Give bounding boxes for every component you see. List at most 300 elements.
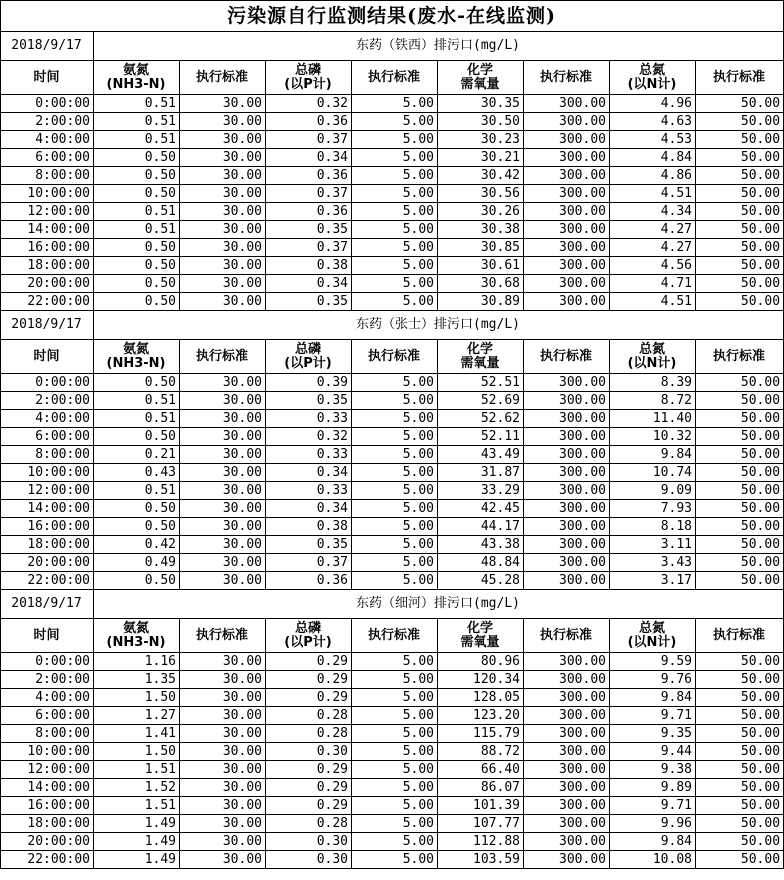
cell-phosphorus-standard: 5.00	[352, 743, 438, 761]
column-header-line: 总氮	[638, 341, 665, 357]
cell-total-phosphorus: 0.28	[266, 815, 352, 833]
cell-total-nitrogen: 4.27	[610, 221, 696, 239]
column-header-line: 执行标准	[539, 627, 592, 643]
cell-time: 12:00:00	[1, 482, 94, 500]
table-row	[1, 113, 784, 131]
cell-cod: 80.96	[438, 653, 524, 671]
cell-total-phosphorus: 0.29	[266, 779, 352, 797]
cell-total-nitrogen: 9.84	[610, 446, 696, 464]
cell-total-nitrogen: 11.40	[610, 410, 696, 428]
cell-ammonia-nitrogen: 0.50	[94, 428, 180, 446]
cell-ammonia-standard: 30.00	[180, 653, 266, 671]
cell-ammonia-standard: 30.00	[180, 167, 266, 185]
cell-time: 18:00:00	[1, 536, 94, 554]
cell-ammonia-standard: 30.00	[180, 95, 266, 113]
column-header-line: (以N计)	[627, 355, 677, 371]
cell-cod-standard: 300.00	[524, 653, 610, 671]
table-row	[1, 653, 784, 671]
column-header-phosphorus-standard	[352, 619, 438, 653]
cell-time: 20:00:00	[1, 275, 94, 293]
cell-cod: 43.49	[438, 446, 524, 464]
cell-total-phosphorus: 0.29	[266, 671, 352, 689]
cell-cod-standard: 300.00	[524, 221, 610, 239]
cell-ammonia-standard: 30.00	[180, 374, 266, 392]
cell-phosphorus-standard: 5.00	[352, 518, 438, 536]
cell-phosphorus-standard: 5.00	[352, 131, 438, 149]
cell-ammonia-nitrogen: 0.51	[94, 95, 180, 113]
cell-ammonia-standard: 30.00	[180, 482, 266, 500]
cell-cod-standard: 300.00	[524, 482, 610, 500]
cell-ammonia-nitrogen: 0.50	[94, 239, 180, 257]
cell-phosphorus-standard: 5.00	[352, 851, 438, 869]
column-header-line: 需氧量	[460, 634, 500, 650]
cell-total-phosphorus: 0.37	[266, 185, 352, 203]
cell-cod: 112.88	[438, 833, 524, 851]
cell-nitrogen-standard: 50.00	[696, 149, 784, 167]
column-header-time	[1, 340, 94, 374]
title-row	[1, 1, 784, 32]
cell-total-phosphorus: 0.29	[266, 797, 352, 815]
cell-ammonia-standard: 30.00	[180, 293, 266, 311]
cell-nitrogen-standard: 50.00	[696, 167, 784, 185]
column-header-cod-standard	[524, 619, 610, 653]
cell-time: 18:00:00	[1, 257, 94, 275]
cell-total-nitrogen: 9.71	[610, 707, 696, 725]
cell-phosphorus-standard: 5.00	[352, 446, 438, 464]
table-row	[1, 707, 784, 725]
cell-total-phosphorus: 0.32	[266, 428, 352, 446]
cell-ammonia-nitrogen: 1.27	[94, 707, 180, 725]
cell-total-nitrogen: 9.89	[610, 779, 696, 797]
table-row	[1, 500, 784, 518]
cell-total-nitrogen: 4.56	[610, 257, 696, 275]
cell-total-nitrogen: 3.17	[610, 572, 696, 590]
column-header-cod-standard	[524, 61, 610, 95]
cell-ammonia-standard: 30.00	[180, 446, 266, 464]
cell-total-phosphorus: 0.37	[266, 554, 352, 572]
cell-cod: 128.05	[438, 689, 524, 707]
cell-time: 0:00:00	[1, 653, 94, 671]
cell-cod-standard: 300.00	[524, 464, 610, 482]
cell-nitrogen-standard: 50.00	[696, 410, 784, 428]
cell-total-nitrogen: 9.38	[610, 761, 696, 779]
cell-total-phosphorus: 0.35	[266, 221, 352, 239]
cell-total-nitrogen: 4.96	[610, 95, 696, 113]
cell-phosphorus-standard: 5.00	[352, 536, 438, 554]
outlet-row	[1, 32, 784, 61]
table-row	[1, 257, 784, 275]
cell-nitrogen-standard: 50.00	[696, 131, 784, 149]
column-header-row	[1, 619, 784, 653]
cell-nitrogen-standard: 50.00	[696, 500, 784, 518]
cell-total-nitrogen: 7.93	[610, 500, 696, 518]
table-row	[1, 374, 784, 392]
cell-total-phosphorus: 0.34	[266, 275, 352, 293]
cell-ammonia-standard: 30.00	[180, 671, 266, 689]
cell-time: 14:00:00	[1, 500, 94, 518]
cell-phosphorus-standard: 5.00	[352, 572, 438, 590]
column-header-line: (NH3-N)	[106, 355, 166, 371]
cell-cod-standard: 300.00	[524, 518, 610, 536]
section-date: 2018/9/17	[1, 32, 94, 61]
cell-ammonia-standard: 30.00	[180, 779, 266, 797]
cell-cod-standard: 300.00	[524, 392, 610, 410]
cell-total-nitrogen: 4.34	[610, 203, 696, 221]
cell-ammonia-standard: 30.00	[180, 851, 266, 869]
cell-ammonia-standard: 30.00	[180, 428, 266, 446]
cell-cod: 30.89	[438, 293, 524, 311]
cell-cod: 88.72	[438, 743, 524, 761]
cell-cod-standard: 300.00	[524, 554, 610, 572]
cell-cod-standard: 300.00	[524, 689, 610, 707]
cell-time: 18:00:00	[1, 815, 94, 833]
cell-total-nitrogen: 9.44	[610, 743, 696, 761]
cell-total-phosphorus: 0.38	[266, 257, 352, 275]
cell-total-phosphorus: 0.33	[266, 482, 352, 500]
table-row	[1, 167, 784, 185]
cell-total-phosphorus: 0.29	[266, 653, 352, 671]
column-header-ammonia-standard	[180, 61, 266, 95]
cell-total-phosphorus: 0.36	[266, 203, 352, 221]
column-header-line: 执行标准	[539, 69, 592, 85]
column-header-line: (NH3-N)	[106, 76, 166, 92]
cell-cod-standard: 300.00	[524, 113, 610, 131]
cell-ammonia-standard: 30.00	[180, 815, 266, 833]
cell-phosphorus-standard: 5.00	[352, 428, 438, 446]
cell-nitrogen-standard: 50.00	[696, 554, 784, 572]
outlet-name: 东药（铁西）排污口(mg/L)	[94, 32, 784, 61]
cell-cod-standard: 300.00	[524, 761, 610, 779]
cell-ammonia-nitrogen: 1.41	[94, 725, 180, 743]
cell-cod: 33.29	[438, 482, 524, 500]
cell-ammonia-nitrogen: 1.51	[94, 797, 180, 815]
cell-ammonia-standard: 30.00	[180, 536, 266, 554]
column-header-line: 执行标准	[195, 348, 248, 364]
cell-ammonia-nitrogen: 1.52	[94, 779, 180, 797]
cell-cod: 30.50	[438, 113, 524, 131]
column-header-line: 时间	[33, 627, 60, 643]
cell-cod: 30.38	[438, 221, 524, 239]
cell-cod-standard: 300.00	[524, 536, 610, 554]
cell-ammonia-nitrogen: 0.50	[94, 374, 180, 392]
cell-cod-standard: 300.00	[524, 131, 610, 149]
column-header-phosphorus-standard	[352, 340, 438, 374]
cell-time: 16:00:00	[1, 518, 94, 536]
table-row	[1, 221, 784, 239]
cell-ammonia-nitrogen: 0.50	[94, 275, 180, 293]
cell-total-nitrogen: 9.84	[610, 689, 696, 707]
cell-nitrogen-standard: 50.00	[696, 257, 784, 275]
column-header-line: (以P计)	[284, 76, 332, 92]
cell-total-phosphorus: 0.30	[266, 743, 352, 761]
cell-ammonia-standard: 30.00	[180, 257, 266, 275]
table-row	[1, 689, 784, 707]
cell-phosphorus-standard: 5.00	[352, 833, 438, 851]
cell-total-phosphorus: 0.37	[266, 239, 352, 257]
cell-total-phosphorus: 0.39	[266, 374, 352, 392]
cell-cod: 115.79	[438, 725, 524, 743]
cell-cod: 120.34	[438, 671, 524, 689]
cell-cod: 52.69	[438, 392, 524, 410]
cell-total-phosphorus: 0.36	[266, 167, 352, 185]
cell-phosphorus-standard: 5.00	[352, 167, 438, 185]
column-header-line: 氨氮	[122, 62, 149, 78]
cell-total-nitrogen: 4.86	[610, 167, 696, 185]
cell-total-nitrogen: 4.51	[610, 185, 696, 203]
column-header-line: 执行标准	[367, 69, 420, 85]
cell-ammonia-nitrogen: 1.49	[94, 833, 180, 851]
cell-phosphorus-standard: 5.00	[352, 257, 438, 275]
cell-cod-standard: 300.00	[524, 446, 610, 464]
section-date: 2018/9/17	[1, 311, 94, 340]
cell-phosphorus-standard: 5.00	[352, 689, 438, 707]
cell-cod: 30.56	[438, 185, 524, 203]
cell-phosphorus-standard: 5.00	[352, 95, 438, 113]
column-header-line: 氨氮	[122, 341, 149, 357]
column-header-ammonia-nitrogen	[94, 61, 180, 95]
cell-ammonia-nitrogen: 1.51	[94, 761, 180, 779]
cell-time: 14:00:00	[1, 221, 94, 239]
cell-ammonia-standard: 30.00	[180, 221, 266, 239]
cell-total-phosphorus: 0.34	[266, 149, 352, 167]
cell-cod-standard: 300.00	[524, 293, 610, 311]
cell-cod-standard: 300.00	[524, 833, 610, 851]
table-row	[1, 275, 784, 293]
cell-phosphorus-standard: 5.00	[352, 500, 438, 518]
cell-total-nitrogen: 9.84	[610, 833, 696, 851]
cell-cod-standard: 300.00	[524, 185, 610, 203]
cell-cod-standard: 300.00	[524, 671, 610, 689]
table-row	[1, 554, 784, 572]
cell-nitrogen-standard: 50.00	[696, 761, 784, 779]
cell-nitrogen-standard: 50.00	[696, 293, 784, 311]
table-row	[1, 797, 784, 815]
cell-phosphorus-standard: 5.00	[352, 671, 438, 689]
cell-total-phosphorus: 0.35	[266, 293, 352, 311]
cell-ammonia-nitrogen: 1.49	[94, 815, 180, 833]
column-header-ammonia-standard	[180, 340, 266, 374]
cell-total-nitrogen: 9.76	[610, 671, 696, 689]
cell-total-phosphorus: 0.29	[266, 689, 352, 707]
table-row	[1, 203, 784, 221]
cell-time: 22:00:00	[1, 851, 94, 869]
cell-time: 4:00:00	[1, 410, 94, 428]
cell-cod-standard: 300.00	[524, 374, 610, 392]
column-header-line: 氨氮	[122, 620, 149, 636]
cell-total-nitrogen: 4.71	[610, 275, 696, 293]
cell-ammonia-nitrogen: 0.21	[94, 446, 180, 464]
cell-total-nitrogen: 9.09	[610, 482, 696, 500]
cell-nitrogen-standard: 50.00	[696, 428, 784, 446]
table-row	[1, 446, 784, 464]
cell-ammonia-nitrogen: 0.50	[94, 149, 180, 167]
cell-ammonia-nitrogen: 0.43	[94, 464, 180, 482]
cell-cod: 66.40	[438, 761, 524, 779]
cell-phosphorus-standard: 5.00	[352, 392, 438, 410]
cell-nitrogen-standard: 50.00	[696, 482, 784, 500]
column-header-row	[1, 340, 784, 374]
cell-total-phosphorus: 0.38	[266, 518, 352, 536]
column-header-total-phosphorus	[266, 619, 352, 653]
cell-phosphorus-standard: 5.00	[352, 482, 438, 500]
cell-total-phosphorus: 0.30	[266, 851, 352, 869]
cell-time: 6:00:00	[1, 428, 94, 446]
cell-ammonia-standard: 30.00	[180, 149, 266, 167]
cell-nitrogen-standard: 50.00	[696, 518, 784, 536]
column-header-ammonia-nitrogen	[94, 619, 180, 653]
column-header-nitrogen-standard	[696, 61, 784, 95]
cell-nitrogen-standard: 50.00	[696, 653, 784, 671]
table-row	[1, 185, 784, 203]
cell-cod-standard: 300.00	[524, 797, 610, 815]
cell-nitrogen-standard: 50.00	[696, 185, 784, 203]
cell-nitrogen-standard: 50.00	[696, 572, 784, 590]
cell-time: 6:00:00	[1, 707, 94, 725]
cell-nitrogen-standard: 50.00	[696, 797, 784, 815]
cell-ammonia-nitrogen: 0.50	[94, 185, 180, 203]
cell-ammonia-standard: 30.00	[180, 797, 266, 815]
cell-ammonia-standard: 30.00	[180, 392, 266, 410]
column-header-total-nitrogen	[610, 340, 696, 374]
cell-cod-standard: 300.00	[524, 779, 610, 797]
cell-nitrogen-standard: 50.00	[696, 671, 784, 689]
cell-ammonia-nitrogen: 1.50	[94, 689, 180, 707]
column-header-line: (NH3-N)	[106, 634, 166, 650]
column-header-line: 执行标准	[539, 348, 592, 364]
outlet-name: 东药（细河）排污口(mg/L)	[94, 590, 784, 619]
cell-ammonia-standard: 30.00	[180, 761, 266, 779]
table-row	[1, 725, 784, 743]
cell-total-nitrogen: 4.53	[610, 131, 696, 149]
column-header-line: 总磷	[294, 620, 321, 636]
cell-nitrogen-standard: 50.00	[696, 536, 784, 554]
column-header-ammonia-nitrogen	[94, 340, 180, 374]
cell-cod: 30.35	[438, 95, 524, 113]
cell-nitrogen-standard: 50.00	[696, 113, 784, 131]
cell-ammonia-nitrogen: 0.49	[94, 554, 180, 572]
cell-time: 22:00:00	[1, 293, 94, 311]
cell-cod-standard: 300.00	[524, 428, 610, 446]
cell-time: 6:00:00	[1, 149, 94, 167]
cell-ammonia-standard: 30.00	[180, 572, 266, 590]
column-header-time	[1, 619, 94, 653]
cell-ammonia-nitrogen: 1.35	[94, 671, 180, 689]
cell-phosphorus-standard: 5.00	[352, 374, 438, 392]
column-header-line: 执行标准	[195, 627, 248, 643]
cell-total-nitrogen: 10.32	[610, 428, 696, 446]
cell-cod: 101.39	[438, 797, 524, 815]
cell-nitrogen-standard: 50.00	[696, 221, 784, 239]
cell-phosphorus-standard: 5.00	[352, 725, 438, 743]
table-row	[1, 518, 784, 536]
cell-total-phosphorus: 0.34	[266, 464, 352, 482]
cell-cod: 30.23	[438, 131, 524, 149]
cell-nitrogen-standard: 50.00	[696, 851, 784, 869]
cell-cod-standard: 300.00	[524, 743, 610, 761]
cell-time: 16:00:00	[1, 797, 94, 815]
cell-cod: 30.68	[438, 275, 524, 293]
table-row	[1, 482, 784, 500]
column-header-nitrogen-standard	[696, 619, 784, 653]
cell-total-phosphorus: 0.33	[266, 410, 352, 428]
cell-total-phosphorus: 0.33	[266, 446, 352, 464]
cell-cod-standard: 300.00	[524, 167, 610, 185]
table-row	[1, 239, 784, 257]
cell-time: 10:00:00	[1, 743, 94, 761]
cell-nitrogen-standard: 50.00	[696, 689, 784, 707]
column-header-line: (以N计)	[627, 76, 677, 92]
cell-nitrogen-standard: 50.00	[696, 275, 784, 293]
cell-ammonia-nitrogen: 0.51	[94, 410, 180, 428]
cell-total-phosphorus: 0.29	[266, 761, 352, 779]
cell-total-phosphorus: 0.28	[266, 707, 352, 725]
cell-total-phosphorus: 0.34	[266, 500, 352, 518]
column-header-line: 执行标准	[713, 627, 766, 643]
cell-ammonia-standard: 30.00	[180, 464, 266, 482]
cell-ammonia-standard: 30.00	[180, 518, 266, 536]
cell-cod: 45.28	[438, 572, 524, 590]
cell-total-phosphorus: 0.36	[266, 113, 352, 131]
column-header-cod	[438, 61, 524, 95]
column-header-line: (以P计)	[284, 355, 332, 371]
cell-cod: 107.77	[438, 815, 524, 833]
cell-nitrogen-standard: 50.00	[696, 707, 784, 725]
cell-ammonia-nitrogen: 1.49	[94, 851, 180, 869]
cell-ammonia-nitrogen: 0.50	[94, 572, 180, 590]
cell-ammonia-nitrogen: 0.51	[94, 221, 180, 239]
cell-cod: 30.26	[438, 203, 524, 221]
cell-phosphorus-standard: 5.00	[352, 464, 438, 482]
cell-time: 2:00:00	[1, 671, 94, 689]
cell-phosphorus-standard: 5.00	[352, 239, 438, 257]
cell-ammonia-standard: 30.00	[180, 554, 266, 572]
cell-total-phosphorus: 0.35	[266, 392, 352, 410]
table-row	[1, 149, 784, 167]
cell-nitrogen-standard: 50.00	[696, 833, 784, 851]
column-header-line: 化学	[466, 62, 493, 78]
cell-cod-standard: 300.00	[524, 572, 610, 590]
cell-total-nitrogen: 8.72	[610, 392, 696, 410]
cell-cod: 31.87	[438, 464, 524, 482]
table-row	[1, 833, 784, 851]
column-header-line: 时间	[33, 348, 60, 364]
cell-ammonia-nitrogen: 0.50	[94, 167, 180, 185]
cell-ammonia-nitrogen: 0.51	[94, 131, 180, 149]
cell-ammonia-standard: 30.00	[180, 131, 266, 149]
cell-time: 10:00:00	[1, 185, 94, 203]
cell-ammonia-standard: 30.00	[180, 239, 266, 257]
cell-time: 4:00:00	[1, 689, 94, 707]
cell-nitrogen-standard: 50.00	[696, 815, 784, 833]
table-row	[1, 815, 784, 833]
cell-total-phosphorus: 0.36	[266, 572, 352, 590]
cell-total-nitrogen: 9.35	[610, 725, 696, 743]
cell-cod-standard: 300.00	[524, 725, 610, 743]
cell-time: 8:00:00	[1, 167, 94, 185]
column-header-total-nitrogen	[610, 619, 696, 653]
cell-phosphorus-standard: 5.00	[352, 707, 438, 725]
cell-nitrogen-standard: 50.00	[696, 392, 784, 410]
column-header-ammonia-standard	[180, 619, 266, 653]
column-header-line: 执行标准	[195, 69, 248, 85]
cell-total-phosphorus: 0.35	[266, 536, 352, 554]
table-row	[1, 671, 784, 689]
cell-total-phosphorus: 0.32	[266, 95, 352, 113]
cell-ammonia-nitrogen: 0.50	[94, 518, 180, 536]
cell-cod-standard: 300.00	[524, 149, 610, 167]
cell-ammonia-nitrogen: 0.42	[94, 536, 180, 554]
cell-cod: 52.51	[438, 374, 524, 392]
